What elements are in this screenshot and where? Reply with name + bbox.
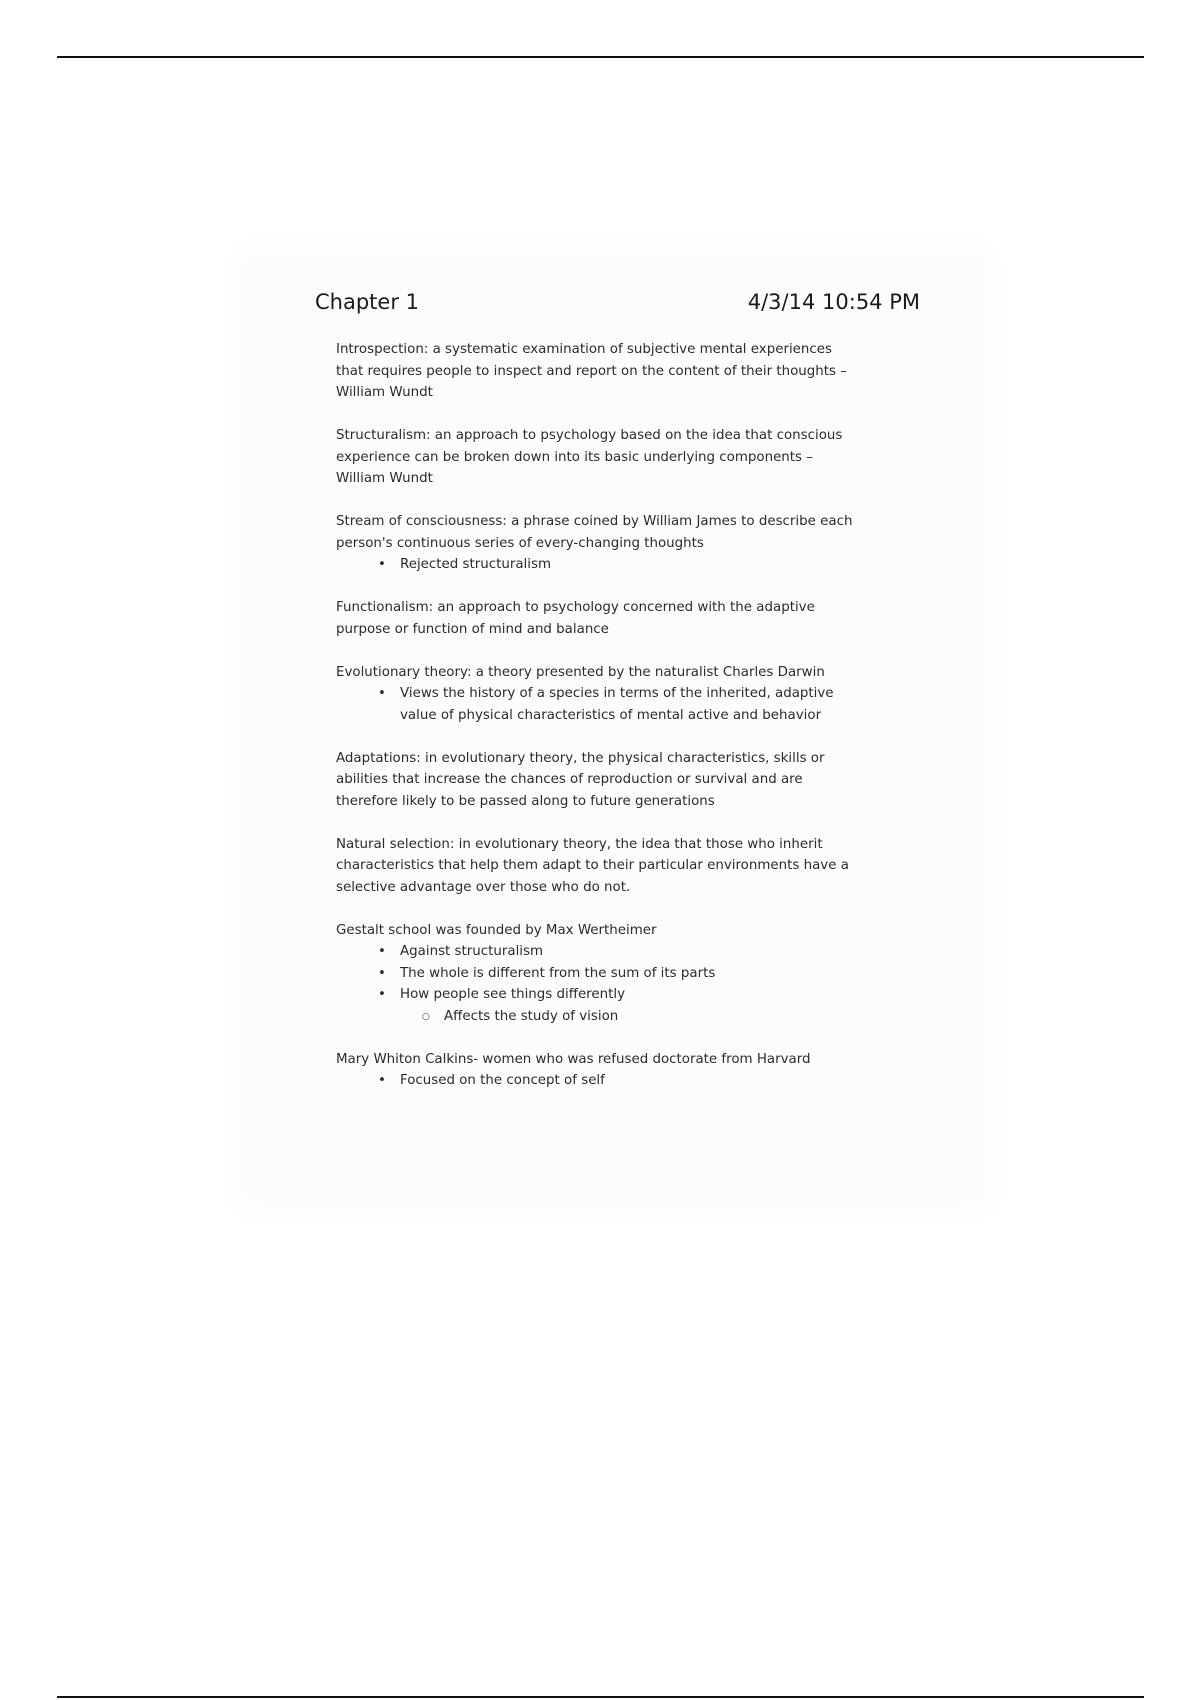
- bullet-list: [336, 941, 936, 1027]
- note-paragraph: Stream of consciousness: a phrase coined by William James to describe each person's continuous series of every-changing thoughts: [336, 514, 853, 551]
- note-entry-introspection: [336, 339, 936, 404]
- note-paragraph: Mary Whiton Calkins- women who was refused doctorate from Harvard: [336, 1051, 811, 1067]
- sub-bullet-item: ○ Affects the study of vision: [422, 1006, 936, 1028]
- bullet-list: [336, 554, 936, 576]
- bullet-list: [336, 683, 936, 726]
- note-entry-functionalism: [336, 597, 936, 640]
- note-paragraph: Evolutionary theory: a theory presented by the naturalist Charles Darwin: [336, 664, 825, 680]
- note-paragraph: Structuralism: an approach to psychology based on the idea that conscious experience can be broken down into its basic underlying components – William Wundt: [336, 428, 843, 486]
- note-paragraph: Natural selection: in evolutionary theory, the idea that those who inherit characteristics that help them adapt to their particular environments have a selective advantage over those who do not.: [336, 836, 849, 895]
- bullet-item: [378, 984, 936, 1027]
- note-timestamp: 4/3/14 10:54 PM: [747, 290, 920, 314]
- bullet-item: • The whole is different from the sum of its parts: [378, 963, 936, 985]
- bullet-item: • Focused on the concept of self: [378, 1070, 936, 1092]
- note-title: Chapter 1: [315, 290, 419, 314]
- bottom-rule: [57, 1696, 1144, 1698]
- bullet-item-text: How people see things differently: [400, 987, 626, 1002]
- note-entry-stream-of-consciousness: [336, 511, 936, 576]
- note-entry-natural-selection: [336, 834, 936, 899]
- note-entry-mary-whiton-calkins: [336, 1049, 936, 1092]
- bullet-list: [336, 1070, 936, 1092]
- sub-bullet-list: [400, 1006, 936, 1028]
- bullet-item: • Rejected structuralism: [378, 554, 936, 576]
- bullet-item: • Views the history of a species in terms of the inherited, adaptive value of physical characteristics of mental active and behavior: [378, 683, 936, 726]
- note-paragraph: Gestalt school was founded by Max Wertheimer: [336, 922, 657, 938]
- scanned-note-page: [247, 255, 982, 1203]
- note-paragraph: Adaptations: in evolutionary theory, the physical characteristics, skills or abilities that increase the chances of reproduction or survival and are therefore likely to be passed along to future generations: [336, 750, 825, 809]
- top-rule: [57, 56, 1144, 58]
- note-entry-gestalt-school: [336, 920, 936, 1028]
- bullet-item: • Against structuralism: [378, 941, 936, 963]
- note-body: [336, 339, 936, 1113]
- note-entry-evolutionary-theory: [336, 662, 936, 727]
- note-paragraph: Functionalism: an approach to psychology concerned with the adaptive purpose or function of mind and balance: [336, 600, 815, 637]
- note-header: [315, 292, 920, 313]
- note-entry-adaptations: [336, 748, 936, 813]
- note-paragraph: Introspection: a systematic examination of subjective mental experiences that requires people to inspect and report on the content of their thoughts – William Wundt: [336, 342, 847, 400]
- note-entry-structuralism: [336, 425, 936, 490]
